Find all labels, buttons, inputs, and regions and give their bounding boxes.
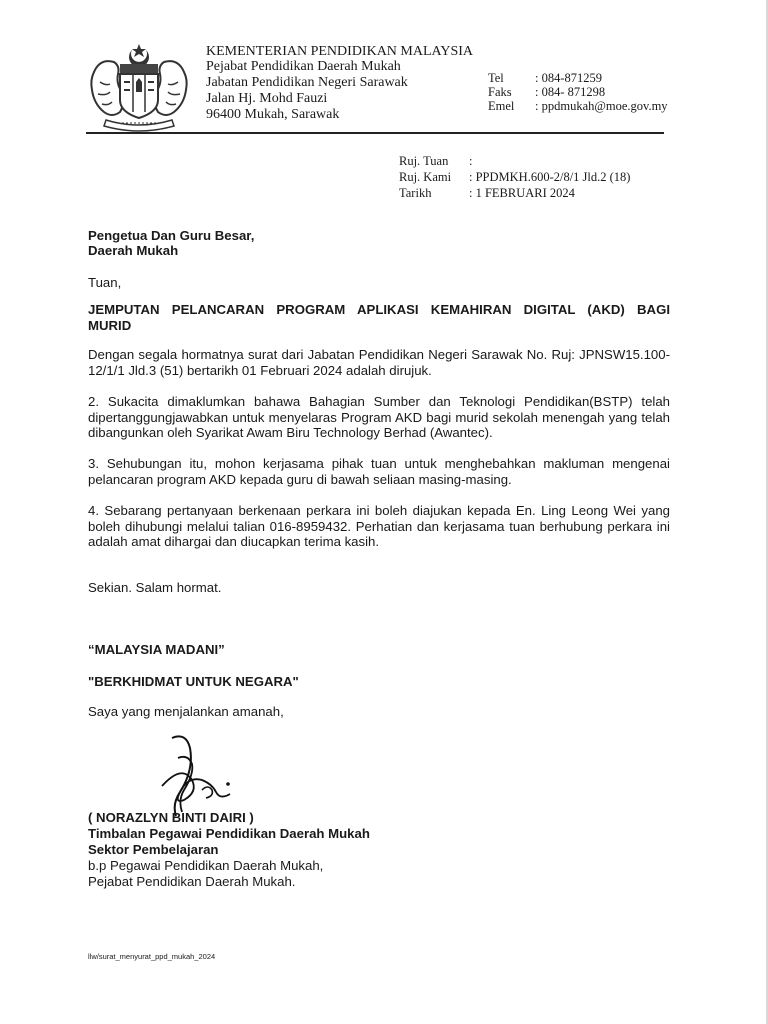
tarikh-value: : 1 FEBRUARI 2024 <box>469 186 575 200</box>
tel-label: Tel <box>488 71 504 85</box>
header-divider <box>86 132 664 134</box>
paragraph-4: 4. Sebarang pertanyaan berkenaan perkara ini boleh diajukan kepada En. Ling Leong Wei yang boleh dihubungi melalui talian 016-8959432. Perhatian dan kerjasama tuan berhubung perkara ini adalah amat dihargai dan diucapkan terima kasih. <box>88 503 670 549</box>
email-label: Emel <box>488 99 515 113</box>
signatory-title-2: Sektor Pembelajaran <box>88 842 219 857</box>
ruj-kami-label: Ruj. Kami <box>399 170 452 184</box>
signatory-name: ( NORAZLYN BINTI DAIRI ) <box>88 810 254 825</box>
fax-label: Faks <box>488 85 512 99</box>
address-line-3: Jalan Hj. Mohd Fauzi <box>206 91 328 106</box>
subject-line-2: MURID <box>88 318 132 333</box>
email-value: : ppdmukah@moe.gov.my <box>535 99 668 113</box>
paragraph-2: 2. Sukacita dimaklumkan bahawa Bahagian Sumber dan Teknologi Pendidikan(BSTP) telah dipertanggungjawabkan untuk menyelaras Program AKD bagi murid sekolah menengah yang telah dibangunkan oleh Syarikat Awam Biru Technology Berhad (Awantec). <box>88 394 670 440</box>
address-line-4: 96400 Mukah, Sarawak <box>206 107 340 122</box>
ministry-name: KEMENTERIAN PENDIDIKAN MALAYSIA <box>206 44 474 59</box>
address-line-2: Jabatan Pendidikan Negeri Sarawak <box>206 75 408 90</box>
signatory-title-4: Pejabat Pendidikan Daerah Mukah. <box>88 874 296 889</box>
recipient-line-1: Pengetua Dan Guru Besar, <box>88 228 255 243</box>
signatory-title-1: Timbalan Pegawai Pendidikan Daerah Mukah <box>88 826 370 841</box>
signatory-title-3: b.p Pegawai Pendidikan Daerah Mukah, <box>88 858 324 873</box>
slogan-berkhidmat: "BERKHIDMAT UNTUK NEGARA" <box>88 674 299 689</box>
ruj-kami-value: : PPDMKH.600-2/8/1 Jld.2 (18) <box>469 170 631 184</box>
fax-value: : 084- 871298 <box>535 85 606 99</box>
subject-line-1: JEMPUTAN PELANCARAN PROGRAM APLIKASI KEMAHIRAN DIGITAL (AKD) BAGI <box>88 302 670 317</box>
trust-line: Saya yang menjalankan amanah, <box>88 704 284 719</box>
malaysia-coat-of-arms-icon <box>84 42 194 132</box>
ruj-tuan-label: Ruj. Tuan <box>399 154 449 168</box>
recipient-line-2: Daerah Mukah <box>88 243 179 258</box>
closing: Sekian. Salam hormat. <box>88 580 222 595</box>
ruj-tuan-value: : <box>469 154 473 168</box>
tel-value: : 084-871259 <box>535 71 603 85</box>
tarikh-label: Tarikh <box>399 186 432 200</box>
paragraph-intro: Dengan segala hormatnya surat dari Jabatan Pendidikan Negeri Sarawak No. Ruj: JPNSW15.100-12/1/1 Jld.3 (51) bertarikh 01 Februari 2024 adalah dirujuk. <box>88 347 670 378</box>
paragraph-3: 3. Sehubungan itu, mohon kerjasama pihak tuan untuk menghebahkan makluman mengenai pelancaran program AKD kepada guru di bawah seliaan masing-masing. <box>88 456 670 487</box>
footer-file-ref: llw/surat_menyurat_ppd_mukah_2024 <box>88 952 216 961</box>
address-line-1: Pejabat Pendidikan Daerah Mukah <box>206 59 401 74</box>
salutation: Tuan, <box>88 275 122 290</box>
slogan-malaysia-madani: “MALAYSIA MADANI” <box>88 642 225 657</box>
